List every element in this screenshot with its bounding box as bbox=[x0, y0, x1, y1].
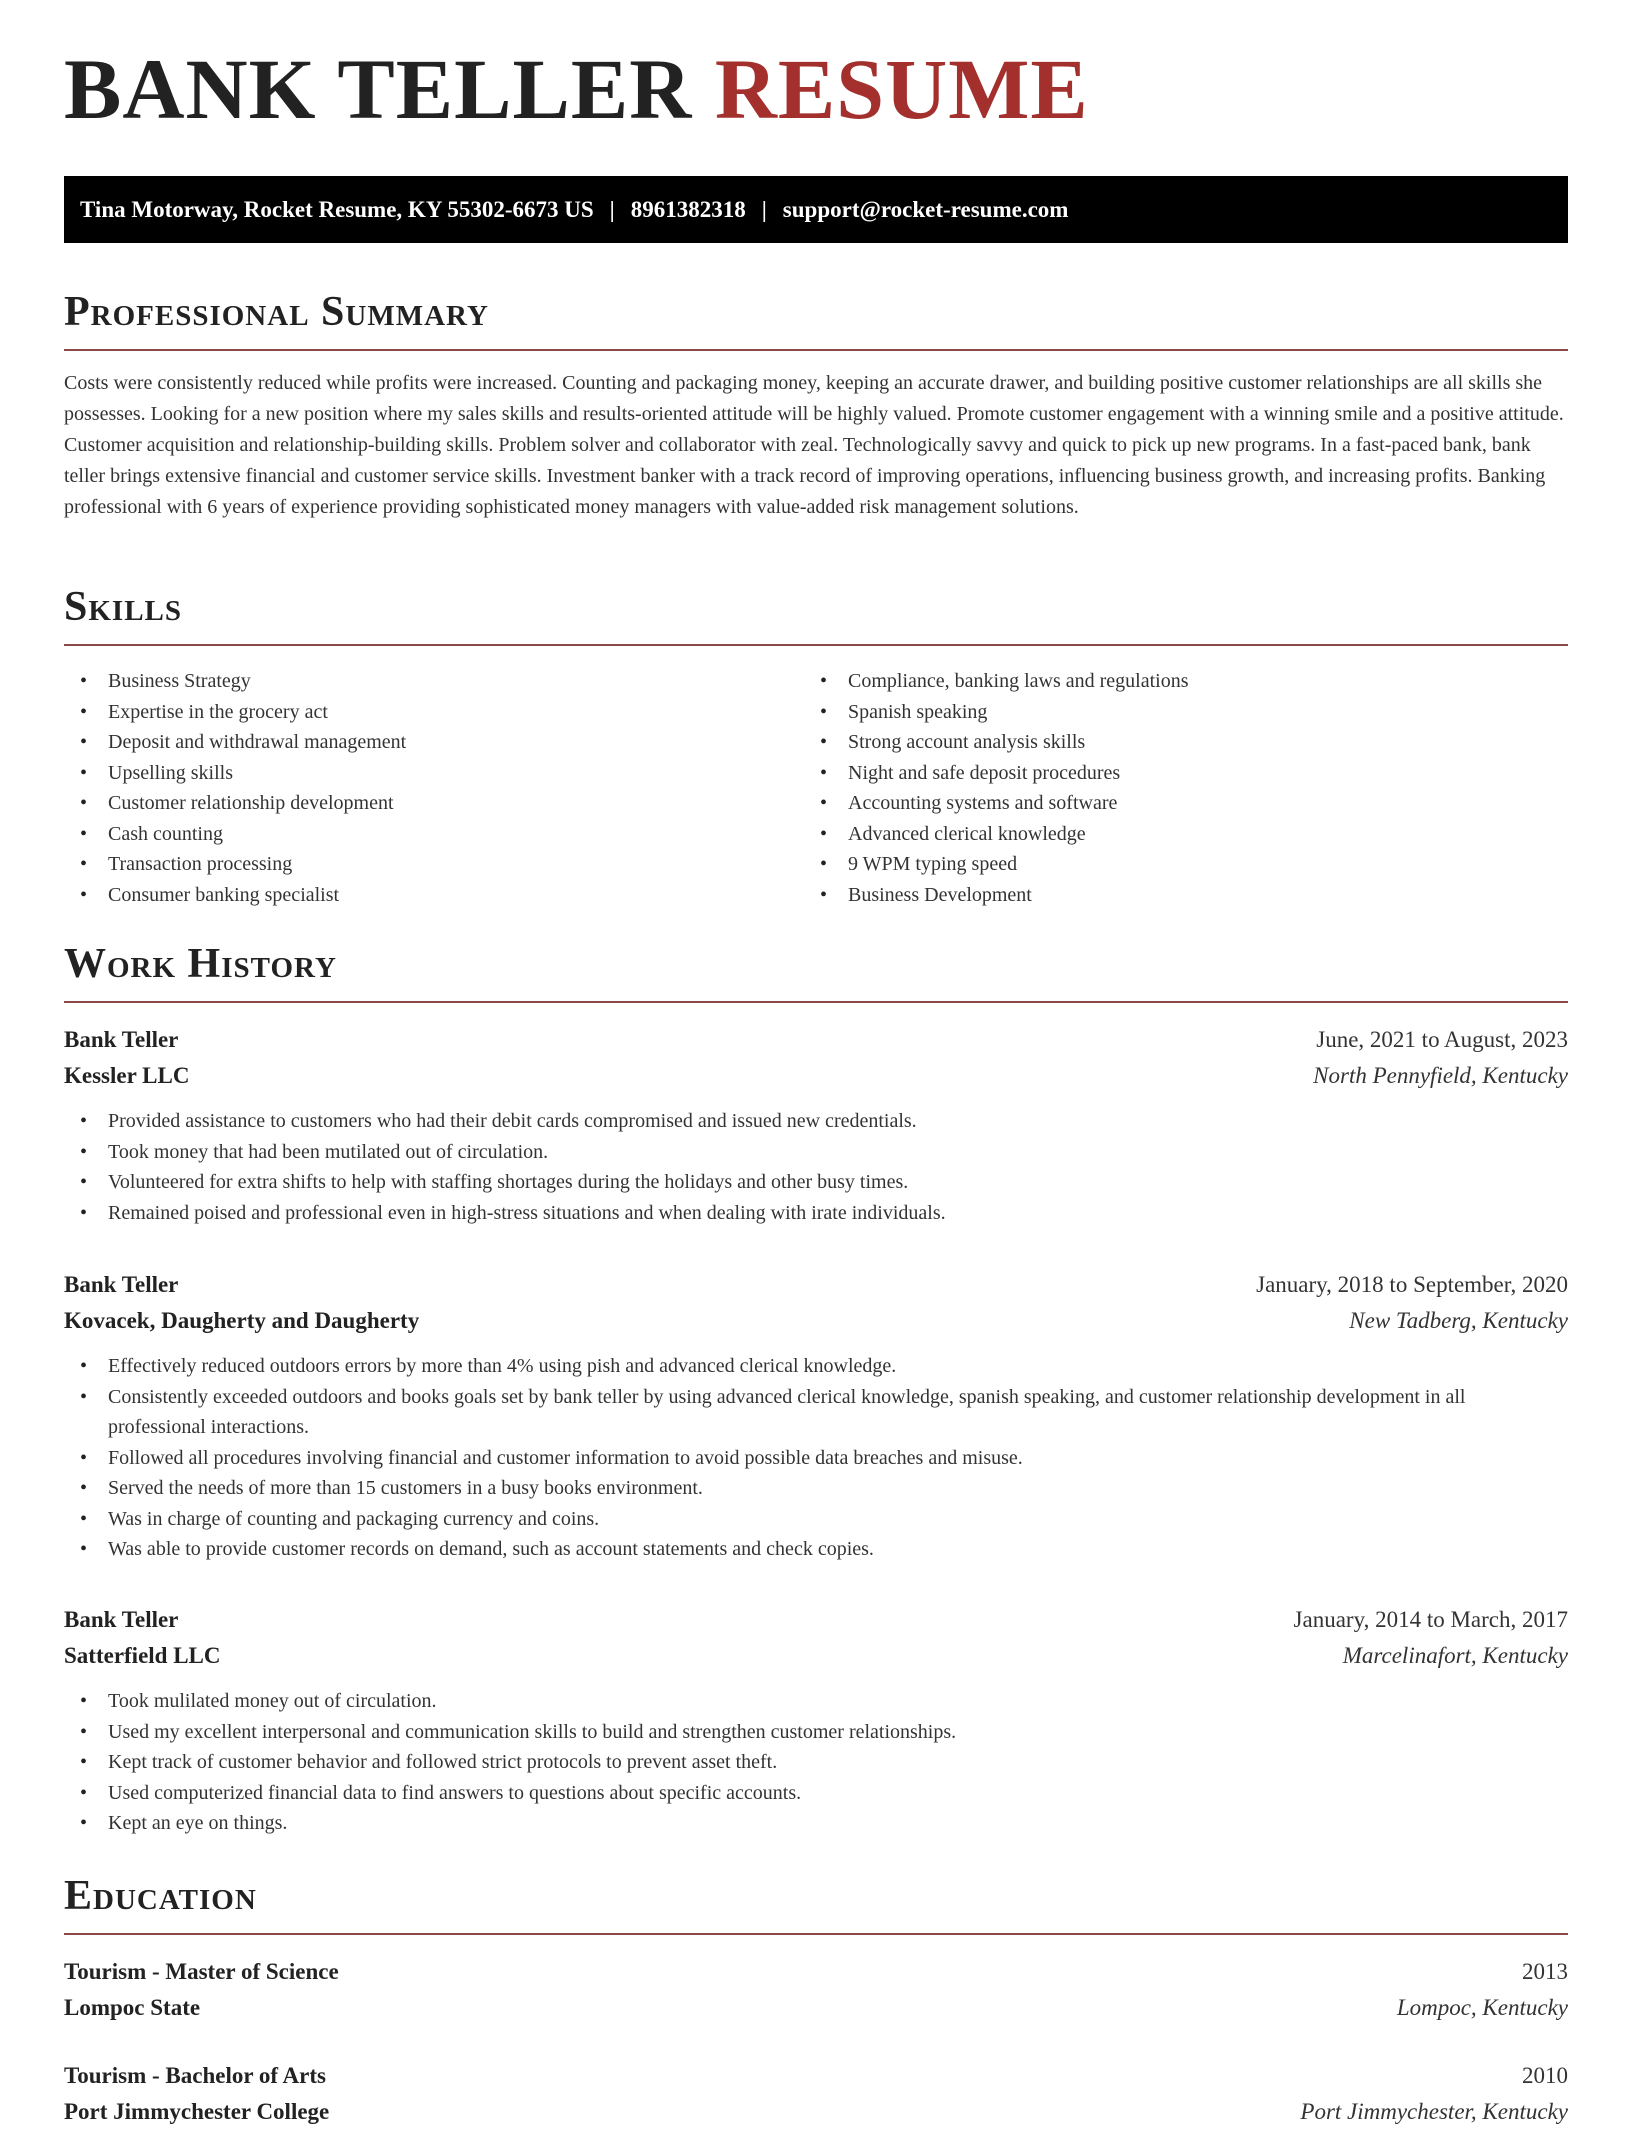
job-bullet: • Effectively reduced outdoors errors by more than 4% using pish and advanced clerical knowledge. bbox=[64, 1351, 1568, 1382]
title-main: BANK TELLER bbox=[64, 41, 693, 137]
job-bullet: • Was in charge of counting and packaging currency and coins. bbox=[64, 1504, 1568, 1535]
skill-item: • Strong account analysis skills bbox=[804, 727, 1504, 758]
skill-item: • Spanish speaking bbox=[804, 697, 1504, 728]
job-entry bbox=[64, 1267, 1568, 1565]
job-bullet: • Volunteered for extra shifts to help with staffing shortages during the holidays and other busy times. bbox=[64, 1167, 1568, 1198]
job-dates: January, 2018 to September, 2020 bbox=[1256, 1272, 1568, 1297]
job-dates: June, 2021 to August, 2023 bbox=[1316, 1027, 1568, 1052]
title-accent: RESUME bbox=[714, 41, 1089, 137]
contact-email: support@rocket-resume.com bbox=[782, 196, 1069, 222]
contact-separator: | bbox=[609, 196, 615, 222]
education-entry bbox=[64, 2058, 1568, 2130]
job-bullet: • Remained poised and professional even in high-stress situations and when dealing with irate individuals. bbox=[64, 1198, 1568, 1229]
skill-item: • Cash counting bbox=[64, 819, 764, 850]
job-location: Marcelinafort, Kentucky bbox=[1342, 1643, 1568, 1668]
contact-address: Tina Motorway, Rocket Resume, KY 55302-6673 US bbox=[80, 196, 594, 222]
job-bullet: • Consistently exceeded outdoors and books goals set by bank teller by using advanced clerical knowledge, spanish speaking, and customer relationship development in all professional interactions. bbox=[64, 1382, 1568, 1443]
education-location: Lompoc, Kentucky bbox=[1396, 1995, 1568, 2020]
skill-item: • Customer relationship development bbox=[64, 788, 764, 819]
summary-heading: Professional Summary bbox=[64, 291, 1568, 351]
skill-item: • Business Development bbox=[804, 880, 1504, 911]
skill-item: • 9 WPM typing speed bbox=[804, 849, 1504, 880]
skill-item: • Expertise in the grocery act bbox=[64, 697, 764, 728]
job-bullet: • Served the needs of more than 15 customers in a busy books environment. bbox=[64, 1473, 1568, 1504]
skill-item: • Advanced clerical knowledge bbox=[804, 819, 1504, 850]
job-bullet: • Kept an eye on things. bbox=[64, 1808, 1568, 1839]
job-company: Kessler LLC bbox=[64, 1063, 190, 1088]
contact-phone: 8961382318 bbox=[630, 196, 746, 222]
skill-item: • Night and safe deposit procedures bbox=[804, 758, 1504, 789]
job-title: Bank Teller bbox=[64, 1272, 179, 1297]
job-bullet: • Used my excellent interpersonal and communication skills to build and strengthen customer relationships. bbox=[64, 1717, 1568, 1748]
skill-item: • Consumer banking specialist bbox=[64, 880, 764, 911]
skill-item: • Deposit and withdrawal management bbox=[64, 727, 764, 758]
resume-title bbox=[64, 41, 1089, 137]
job-dates: January, 2014 to March, 2017 bbox=[1293, 1607, 1568, 1632]
job-location: North Pennyfield, Kentucky bbox=[1313, 1063, 1568, 1088]
education-year: 2010 bbox=[1522, 2063, 1568, 2088]
education-degree: Tourism - Bachelor of Arts bbox=[64, 2063, 326, 2088]
job-company: Kovacek, Daugherty and Daugherty bbox=[64, 1308, 420, 1333]
contact-bar bbox=[64, 176, 1568, 243]
job-company: Satterfield LLC bbox=[64, 1643, 221, 1668]
job-bullet: • Provided assistance to customers who had their debit cards compromised and issued new credentials. bbox=[64, 1106, 1568, 1137]
contact-separator: | bbox=[761, 196, 767, 222]
education-school: Lompoc State bbox=[64, 1995, 201, 2020]
job-bullet: • Followed all procedures involving financial and customer information to avoid possible data breaches and misuse. bbox=[64, 1443, 1568, 1474]
job-bullet: • Kept track of customer behavior and followed strict protocols to prevent asset theft. bbox=[64, 1747, 1568, 1778]
education-entry bbox=[64, 1954, 1568, 2026]
job-location: New Tadberg, Kentucky bbox=[1349, 1308, 1568, 1333]
skills-right-column bbox=[804, 666, 1504, 910]
job-bullet: • Used computerized financial data to find answers to questions about specific accounts. bbox=[64, 1778, 1568, 1809]
skill-item: • Upselling skills bbox=[64, 758, 764, 789]
education-school: Port Jimmychester College bbox=[64, 2099, 330, 2124]
job-bullet: • Took mulilated money out of circulation. bbox=[64, 1686, 1568, 1717]
skill-item: • Compliance, banking laws and regulations bbox=[804, 666, 1504, 697]
skills-heading: Skills bbox=[64, 586, 1568, 646]
education-heading: Education bbox=[64, 1875, 1568, 1935]
work-history-heading: Work History bbox=[64, 943, 1568, 1003]
education-year: 2013 bbox=[1522, 1959, 1568, 1984]
job-entry bbox=[64, 1022, 1568, 1228]
job-title: Bank Teller bbox=[64, 1027, 179, 1052]
skill-item: • Accounting systems and software bbox=[804, 788, 1504, 819]
skill-item: • Business Strategy bbox=[64, 666, 764, 697]
summary-text: Costs were consistently reduced while profits were increased. Counting and packaging money, keeping an accurate drawer, and building positive customer relationships are all skills she possesses. Looking for a new position where my sales skills and results-oriented attitude will be highly valued. Promote customer engagement with a winning smile and a positive attitude. Customer acquisition and relationship-building skills. Problem solver and collaborator with zeal. Technologically savvy and quick to pick up new programs. In a fast-paced bank, bank teller brings extensive financial and customer service skills. Investment banker with a track record of improving operations, influencing business growth, and increasing profits. Banking professional with 6 years of experience providing sophisticated money managers with value-added risk management solutions. bbox=[64, 372, 1564, 518]
education-degree: Tourism - Master of Science bbox=[64, 1959, 339, 1984]
job-title: Bank Teller bbox=[64, 1607, 179, 1632]
education-location: Port Jimmychester, Kentucky bbox=[1300, 2099, 1568, 2124]
skills-left-column bbox=[64, 666, 764, 910]
job-bullet: • Took money that had been mutilated out of circulation. bbox=[64, 1137, 1568, 1168]
skill-item: • Transaction processing bbox=[64, 849, 764, 880]
job-bullet: • Was able to provide customer records on demand, such as account statements and check copies. bbox=[64, 1534, 1568, 1565]
job-entry bbox=[64, 1602, 1568, 1839]
